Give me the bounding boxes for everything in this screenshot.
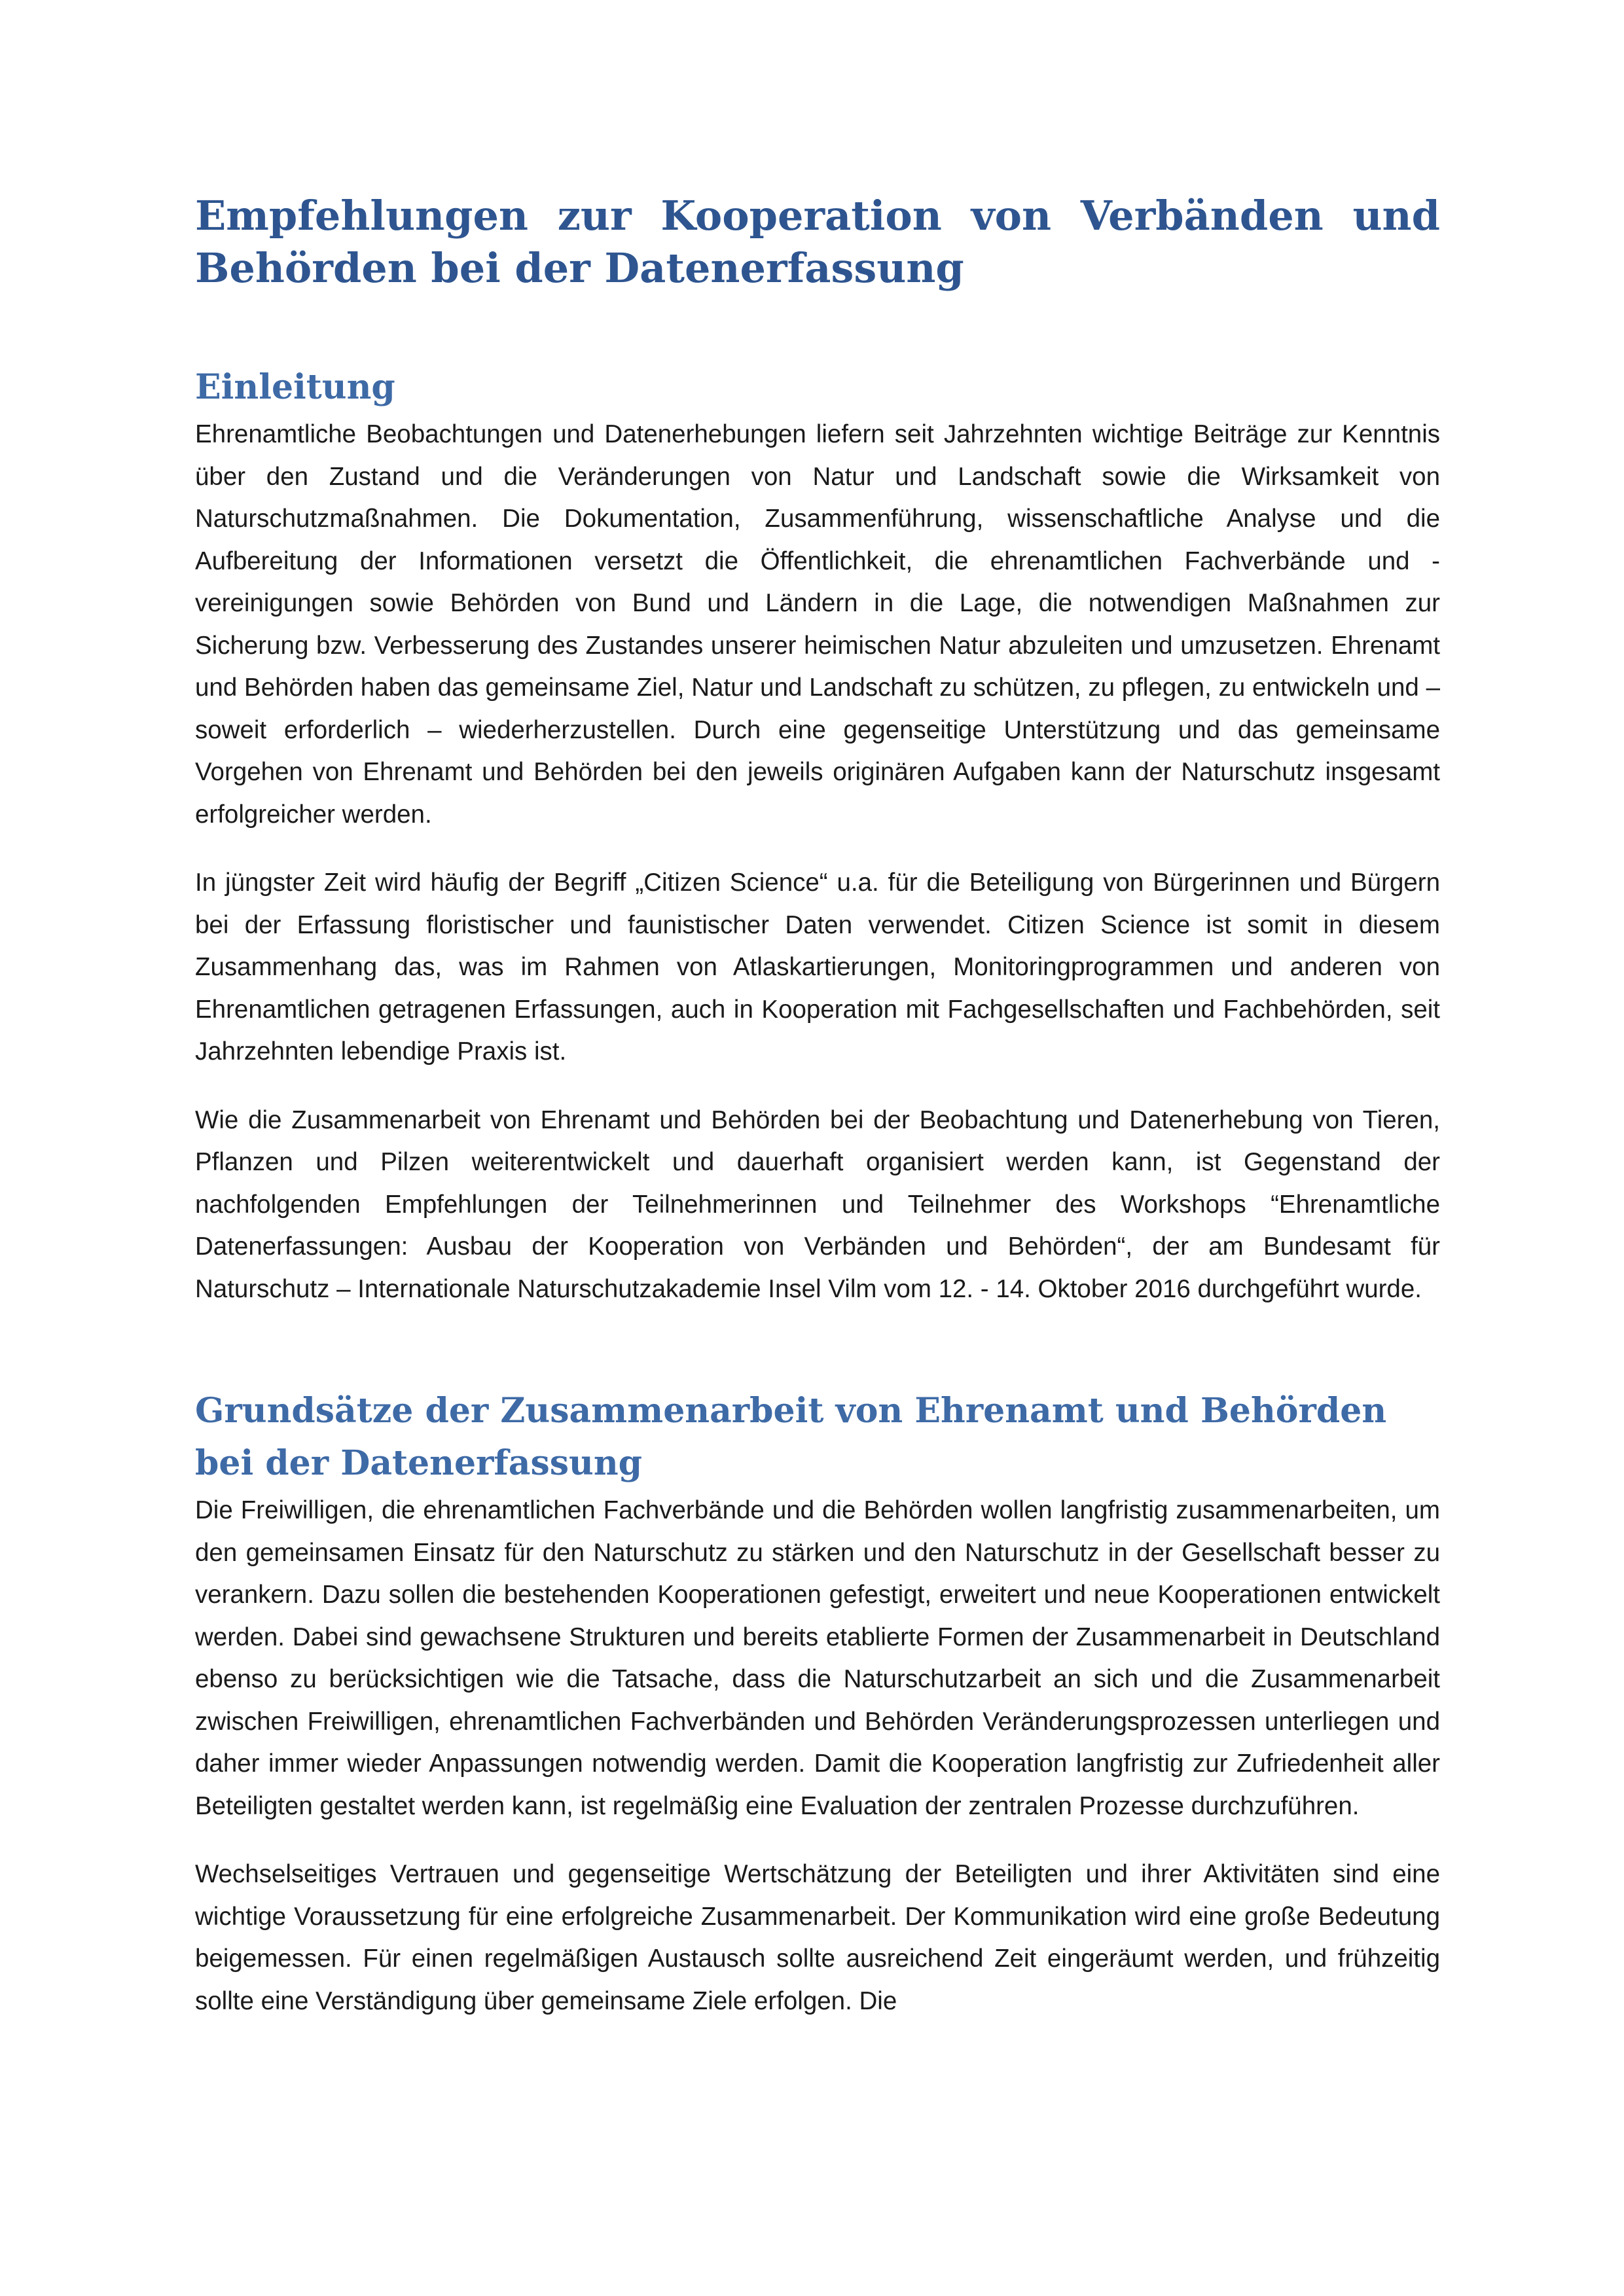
section-heading-grundsaetze: Grundsätze der Zusammenarbeit von Ehrenamt und Behörden bei der Datenerfassung: [195, 1391, 1387, 1483]
paragraph: Ehrenamtliche Beobachtungen und Datenerhebungen liefern seit Jahrzehnten wichtige Beiträge zur Kenntnis über den Zustand und die Veränderungen von Natur und Landschaft sowie die Wirksamkeit von Naturschutzmaßnahmen. Die Dokumentation, Zusammenführung, wissenschaftliche Analyse und die Aufbereitung der Informationen versetzt die Öffentlichkeit, die ehrenamtlichen Fachverbände und -vereinigungen sowie Behörden von Bund und Ländern in die Lage, die notwendigen Maßnahmen zur Sicherung bzw. Verbesserung des Zustandes unserer heimischen Natur abzuleiten und umzusetzen. Ehrenamt und Behörden haben das gemeinsame Ziel, Natur und Landschaft zu schützen, zu pflegen, zu entwickeln und – soweit erforderlich – wiederherzustellen. Durch eine gegenseitige Unterstützung und das gemeinsame Vorgehen von Ehrenamt und Behörden bei den jeweils originären Aufgaben kann der Naturschutz insgesamt erfolgreicher werden.: [195, 420, 1440, 829]
document-page: [195, 190, 1440, 2022]
paragraph: Wie die Zusammenarbeit von Ehrenamt und Behörden bei der Beobachtung und Datenerhebung von Tieren, Pflanzen und Pilzen weiterentwickelt und dauerhaft organisiert werden kann, ist Gegenstand der nachfolgenden Empfehlungen der Teilnehmerinnen und Teilnehmer des Workshops “Ehrenamtliche Datenerfassungen: Ausbau der Kooperation von Verbänden und Behörden“, der am Bundesamt für Naturschutz – Internationale Naturschutzakademie Insel Vilm vom 12. - 14. Oktober 2016 durchgeführt wurde.: [195, 1105, 1440, 1303]
paragraph: Die Freiwilligen, die ehrenamtlichen Fachverbände und die Behörden wollen langfristig zusammenarbeiten, um den gemeinsamen Einsatz für den Naturschutz zu stärken und den Naturschutz in der Gesellschaft besser zu verankern. Dazu sollen die bestehenden Kooperationen gefestigt, erweitert und neue Kooperationen entwickelt werden. Dabei sind gewachsene Strukturen und bereits etablierte Formen der Zusammenarbeit in Deutschland ebenso zu berücksichtigen wie die Tatsache, dass die Naturschutzarbeit an sich und die Zusammenarbeit zwischen Freiwilligen, ehrenamtlichen Fachverbänden und Behörden Veränderungsprozessen unterliegen und daher immer wieder Anpassungen notwendig werden. Damit die Kooperation langfristig zur Zufriedenheit aller Beteiligten gestaltet werden kann, ist regelmäßig eine Evaluation der zentralen Prozesse durchzuführen.: [195, 1496, 1440, 1820]
document-title: Empfehlungen zur Kooperation von Verbänden und Behörden bei der Datenerfassung: [195, 192, 1440, 292]
section-heading-einleitung: Einleitung: [195, 367, 395, 407]
paragraph: Wechselseitiges Vertrauen und gegenseitige Wertschätzung der Beteiligten und ihrer Aktivitäten sind eine wichtige Voraussetzung für eine erfolgreiche Zusammenarbeit. Der Kommunikation wird eine große Bedeutung beigemessen. Für einen regelmäßigen Austausch sollte ausreichend Zeit eingeräumt werden, und frühzeitig sollte eine Verständigung über gemeinsame Ziele erfolgen. Die: [195, 1860, 1440, 2015]
paragraph: In jüngster Zeit wird häufig der Begriff „Citizen Science“ u.a. für die Beteiligung von Bürgerinnen und Bürgern bei der Erfassung floristischer und faunistischer Daten verwendet. Citizen Science ist somit in diesem Zusammenhang das, was im Rahmen von Atlaskartierungen, Monitoringprogrammen und anderen von Ehrenamtlichen getragenen Erfassungen, auch in Kooperation mit Fachgesellschaften und Fachbehörden, seit Jahrzehnten lebendige Praxis ist.: [195, 869, 1440, 1066]
